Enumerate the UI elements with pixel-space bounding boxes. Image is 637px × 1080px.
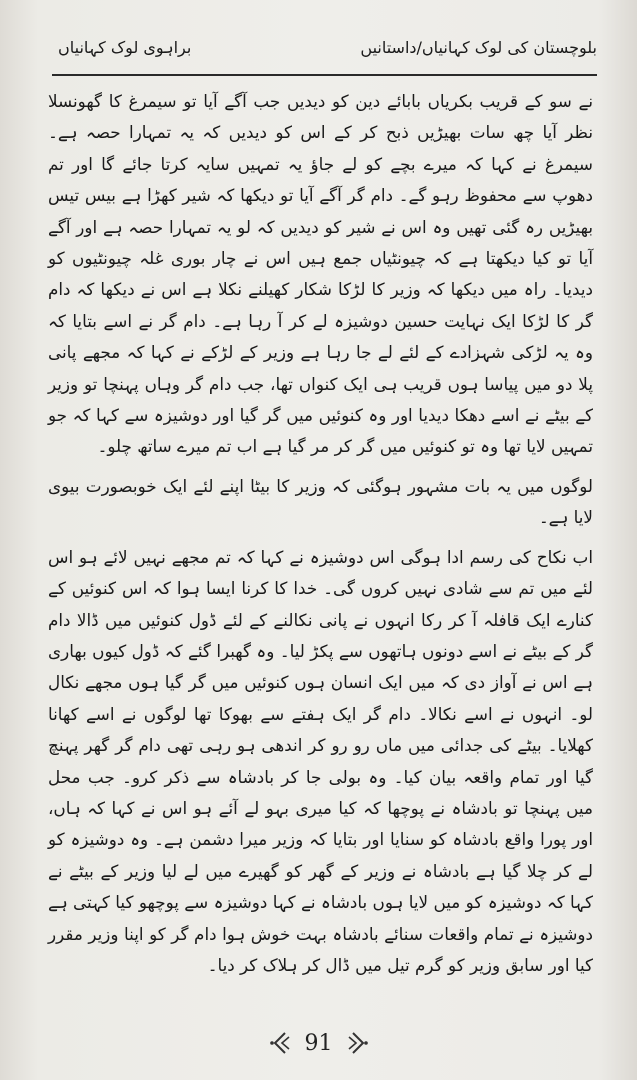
page-footer xyxy=(0,1030,637,1066)
paragraph: لوگوں میں یہ بات مشہور ہوگئی کہ وزیر کا بیٹا اپنے لئے ایک خوبصورت بیوی لایا ہے۔ xyxy=(48,475,593,528)
page-number: 91 xyxy=(304,1030,333,1056)
ornament-icon xyxy=(347,1030,369,1056)
paragraph: اب نکاح کی رسم ادا ہوگی اس دوشیزہ نے کہا کہ تم مجھے نہیں لائے ہو اس لئے میں تم سے شادی نہیں کروں گی۔ خدا کا کرنا ایسا ہوا کہ اس کنوئیں کے کنارے ایک قافلہ آ کر رکا انہوں نے پانی نکالنے کے لئے ڈول کنوئیں میں ڈالا دام گر کے بیٹے نے اسے دونوں ہاتھوں سے پکڑ لیا۔ وہ گھبرا گئے کہ ڈول کیوں بھاری ہے اس نے آواز دی کہ میں ایک انسان ہوں کنوئیں میں گر گیا ہوں مجھے نکال لو۔ انہوں نے اسے نکالا۔ دام گر ایک ہفتے سے بھوکا تھا لوگوں نے اسے کھانا کھلایا۔ بیٹے کی جدائی میں ماں رو رو کر اندھی ہو رہی تھی دام گر گھر پہنچ گیا اور تمام واقعہ بیان کیا۔ وہ بولی جا کر بادشاہ سے ذکر کرو۔ جب محل میں پہنچا تو بادشاہ نے پوچھا کہ کیا میری بہو لے آئے ہو اس نے کہا کہ ہاں، اور پورا واقع بادشاہ کو سنایا اور بتایا کہ وزیر میرا دشمن ہے۔ وہ دوشیزہ کو لے کر چلا گیا ہے بادشاہ نے وزیر کے گھر کو گھیرے میں لے لیا وزیر کے بیٹے نے کہا کہ دوشیزہ کو میں لایا ہوں بادشاہ نے کہا دوشیزہ سے پوچھو کیا کہتی ہے دوشیزہ نے تمام واقعات سنائے بادشاہ بہت خوش ہوا دام گر کو اپنا وزیر مقرر کیا اور سابق وزیر کو گرم تیل میں ڈال کر ہلاک کر دیا۔ xyxy=(48,546,593,975)
header-book-title: براہوی لوک کہانیاں xyxy=(58,38,192,57)
ornament-icon xyxy=(269,1030,291,1056)
body-text xyxy=(48,86,593,981)
paragraph: نے سو کے قریب بکریاں بابائے دین کو دیدیں جب آگے آیا تو سیمرغ کا گھونسلا نظر آیا چھ سات بھیڑیں ذبح کر کے اس کو دیدیں کہ یہ تمہارا حصہ ہے۔ سیمرغ نے کہا کہ میرے بچے کو لے جاؤ یہ تمہیں سایہ کرتا جائے گا اور تم دھوپ سے محفوظ رہو گے۔ دام گر آگے آیا تو دیکھا کہ شیر کھڑا ہے بیس تیس بھیڑیں رہ گئی تھیں وہ اس نے شیر کو دیدیں کہ لو یہ تمہارا حصہ ہے اور آگے آیا تو کیا دیکھتا ہے کہ چیونٹیاں جمع ہیں اس نے چار بوری غلہ چیونٹیوں کو دیدیا۔ راہ میں دیکھا کہ وزیر کا لڑکا شکار کھیلنے نکلا ہے اس نے دیکھا کہ دام گر کا لڑکا ایک نہایت حسین دوشیزہ لے کر آ رہا ہے۔ دام گر نے اسے بتایا کہ وہ یہ لڑکی شہزادے کے لئے لے جا رہا ہے وزیر کے لڑکے نے کہا کہ مجھے پانی پلا دو میں پیاسا ہوں قریب ہی ایک کنواں تھا، جب دام گر وہاں پہنچا تو وزیر کے بیٹے نے اسے دھکا دیدیا اور وہ کنوئیں میں گر گیا اور دوشیزہ سے کہا کہ جو تمہیں لایا تھا وہ تو کنوئیں میں گر کر مر گیا ہے اب تم میرے ساتھ چلو۔ xyxy=(48,91,593,457)
running-header xyxy=(52,30,597,76)
header-collection-title: بلوچستان کی لوک کہانیاں/داستانیں xyxy=(360,38,597,57)
